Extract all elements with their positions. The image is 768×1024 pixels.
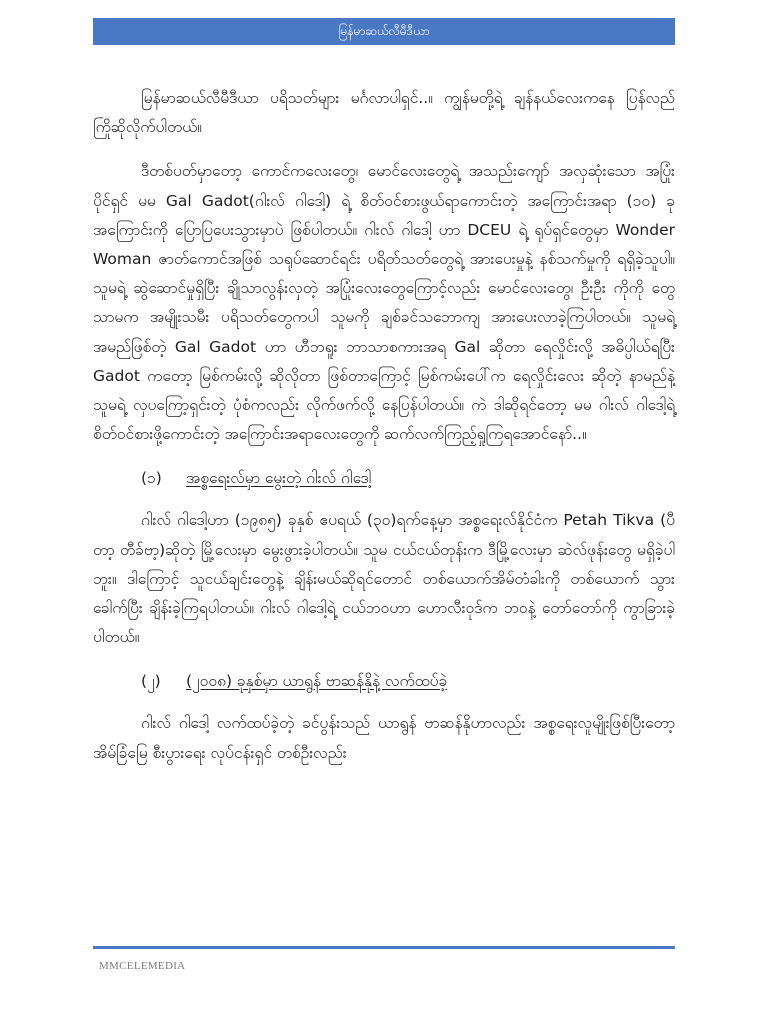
section-title: (၂၀၀၈) ခုနှစ်မှာ ယာရွန် ဗာဆန်နိုနဲ့ လက်ထပ်ခဲ့ [186, 672, 448, 691]
article-body [93, 84, 675, 783]
section-heading-1 [141, 464, 675, 493]
section-number: (၂) [141, 672, 161, 691]
footer-divider [93, 946, 675, 949]
overview-paragraph: ဒီတစ်ပတ်မှာတော့ ကောင်ကလေးတွေ၊ မောင်လေးတွေရဲ့ အသည်းကျော် အလှဆုံးသော အပြုံးပိုင်ရှင် မမ Gal Gadot(ဂါးလ် ဂါဒေါ့) ရဲ့ စိတ်ဝင်စားဖွယ်ရာကောင်းတဲ့ အကြောင်းအရာ (၁၀) ခု အကြောင်းကို ပြောပြပေးသွားမှာပဲ ဖြစ်ပါတယ်။ ဂါးလ် ဂါဒေါ့ ဟာ DCEU ရဲ့ ရုပ်ရှင်တွေမှာ Wonder Woman ဇာတ်ကောင်အဖြစ် သရုပ်ဆောင်ရင်း ပရိတ်သတ်တွေရဲ့ အားပေးမှုနဲ့ နစ်သက်မှုကို ရရှိခဲ့သူပါ။ သူမရဲ့ ဆွဲဆောင်မှုရှိပြီး ချိုသာလွန်းလှတဲ့ အပြုံးလေးတွေကြောင့်လည်း မောင်လေးတွေ၊ ဦးဦး ကိုကို တွေသာမက အမျိုးသမီး ပရိသတ်တွေကပါ သူမကို ချစ်ခင်သဘောကျ အားပေးလာခဲ့ကြပါတယ်။ သူမရဲ့ အမည်ဖြစ်တဲ့ Gal Gadot ဟာ ဟီဘရူး ဘာသာစကားအရ Gal ဆိုတာ ရေလှိုင်းလို့ အဓိပ္ပါယ်ရပြီး Gadot ကတော့ မြစ်ကမ်းလို့ ဆိုလိုတာ ဖြစ်တာကြောင့် မြစ်ကမ်းပေါ်က ရေလှိုင်းလေး ဆိုတဲ့ နာမည်နဲ့ သူမရဲ့ လှပကြော့ရှင်းတဲ့ ပုံစံကလည်း လိုက်ဖက်လို့ နေပြန်ပါတယ်။ ကဲ ဒါဆိုရင်တော့ မမ ဂါးလ် ဂါဒေါ့ရဲ့ စိတ်ဝင်စားဖို့ကောင်းတဲ့ အကြောင်းအရာလေးတွေကို ဆက်လက်ကြည့်ရှုကြရအောင်နော်..။ [93, 162, 675, 444]
section-2-paragraph: ဂါးလ် ဂါဒေါ့ လက်ထပ်ခဲ့တဲ့ ခင်ပွန်းသည် ယာရွန် ဗာဆန်နိုဟာလည်း အစ္စရေးလူမျိုးဖြစ်ပြီးတော့ အိမ်ခြံမြေ စီးပွားရေး လုပ်ငန်းရှင် တစ်ဦးလည်း [93, 714, 675, 762]
section-number: (၁) [141, 469, 162, 488]
page-header [93, 18, 675, 45]
section-title: အစ္စရေးလ်မှာ မွေးတဲ့ ဂါးလ် ဂါဒေါ့ [186, 469, 372, 488]
header-title: မြန်မာဆယ်လီမီဒီယာ [338, 24, 430, 38]
intro-paragraph: မြန်မာဆယ်လီမီဒီယာ ပရိသတ်များ မင်္ဂလာပါရှင်..။ ကျွန်မတို့ရဲ့ ချန်နယ်လေးကနေ ပြန်လည်ကြိုဆိုလိုက်ပါတယ်။ [93, 89, 675, 137]
section-heading-2 [141, 667, 675, 696]
section-1-paragraph: ဂါးလ် ဂါဒေါ့ဟာ (၁၉၈၅) ခုနှစ် ဧပရယ် (၃၀)ရက်နေ့မှာ အစ္စရေးလ်နိုင်ငံက Petah Tikva (ပီတာ့ တီခ်ဗာ့)ဆိုတဲ့ မြို့လေးမှာ မွေးဖွားခဲ့ပါတယ်။ သူမ ငယ်ငယ်တုန်းက ဒီမြို့လေးမှာ ဆဲလ်ဖုန်းတွေ မရှိခဲ့ပါဘူး။ ဒါကြောင့် သူငယ်ချင်းတွေနဲ့ ချိန်းမယ်ဆိုရင်တောင် တစ်ယောက်အိမ်တံခါးကို တစ်ယောက် သွားခေါက်ပြီး ချိန်းခဲ့ကြရပါတယ်။ ဂါးလ် ဂါဒေါ့ရဲ့ ငယ်ဘဝဟာ ဟောလီးဝုဒ်က ဘဝနဲ့ တော်တော်ကို ကွာခြားခဲ့ပါတယ်။ [93, 511, 675, 647]
footer-brand: MMCELEMEDIA [99, 960, 186, 972]
